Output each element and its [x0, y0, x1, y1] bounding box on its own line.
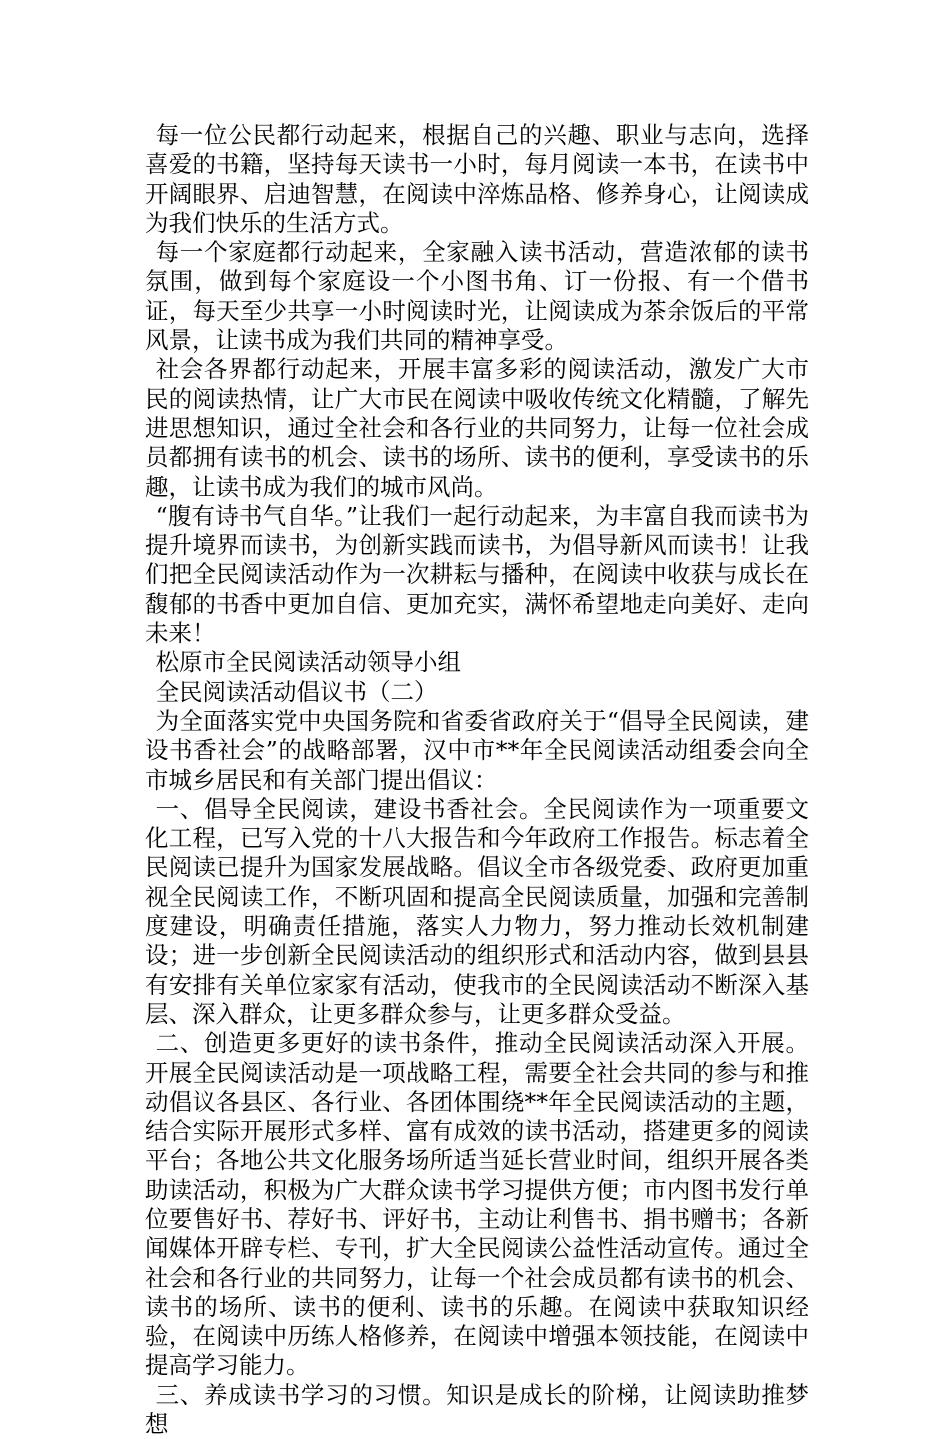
paragraph-citizens: 每一位公民都行动起来，根据自己的兴趣、职业与志向，选择喜爱的书籍，坚持每天读书一小时，每月阅读一本书，在读书中开阔眼界、启迪智慧，在阅读中淬炼品格、修养身心，让阅读成为我们快乐的生活方式。	[145, 121, 809, 237]
paragraph-point-two: 二、创造更多更好的读书条件，推动全民阅读活动深入开展。开展全民阅读活动是一项战略工程，需要全社会共同的参与和推动倡议各县区、各行业、各团体围绕**年全民阅读活动的主题，结合实际开展形式多样、富有成效的读书活动，搭建更多的阅读平台；各地公共文化服务场所适当延长营业时间，组织开展各类助读活动，积极为广大群众读书学习提供方便；市内图书发行单位要售好书、荐好书、评好书，主动让利售书、捐书赠书；各新闻媒体开辟专栏、专刊，扩大全民阅读公益性活动宣传。通过全社会和各行业的共同努力，让每一个社会成员都有读书的机会、读书的场所、读书的便利、读书的乐趣。在阅读中获取知识经验，在阅读中历练人格修养，在阅读中增强本领技能，在阅读中提高学习能力。	[145, 1029, 809, 1380]
paragraph-point-one: 一、倡导全民阅读，建设书香社会。全民阅读作为一项重要文化工程，已写入党的十八大报告和今年政府工作报告。标志着全民阅读已提升为国家发展战略。倡议全市各级党委、政府更加重视全民阅读工作，不断巩固和提高全民阅读质量，加强和完善制度建设，明确责任措施，落实人力物力，努力推动长效机制建设；进一步创新全民阅读活动的组织形式和活动内容，做到县县有安排有关单位家家有活动，使我市的全民阅读活动不断深入基层、深入群众，让更多群众参与，让更多群众受益。	[145, 794, 809, 1028]
section-title: 全民阅读活动倡议书（二）	[155, 677, 438, 706]
paragraph-intro: 为全面落实党中央国务院和省委省政府关于“倡导全民阅读，建设书香社会”的战略部署，汉中市**年全民阅读活动组委会向全市城乡居民和有关部门提出倡议：	[145, 706, 809, 794]
signature-line: 松原市全民阅读活动领导小组	[155, 648, 462, 677]
document-page	[145, 121, 809, 1439]
paragraph-families: 每一个家庭都行动起来，全家融入读书活动，营造浓郁的读书氛围，做到每个家庭设一个小图书角、订一份报、有一个借书证，每天至少共享一小时阅读时光，让阅读成为茶余饭后的平常风景，让读书成为我们共同的精神享受。	[145, 238, 809, 355]
paragraph-closing-call: “腹有诗书气自华。”让我们一起行动起来，为丰富自我而读书为提升境界而读书，为创新实践而读书，为倡导新风而读书！让我们把全民阅读活动作为一次耕耘与播种，在阅读中收获与成长在馥郁的书香中更加自信、更加充实，满怀希望地走向美好、走向未来！	[145, 501, 809, 648]
paragraph-point-three: 三、养成读书学习的习惯。知识是成长的阶梯，让阅读助推梦想	[145, 1380, 809, 1439]
paragraph-society: 社会各界都行动起来，开展丰富多彩的阅读活动，激发广大市民的阅读热情，让广大市民在阅读中吸收传统文化精髓，了解先进思想知识，通过全社会和各行业的共同努力，让每一位社会成员都拥有读书的机会、读书的场所、读书的便利，享受读书的乐趣，让读书成为我们的城市风尚。	[145, 355, 809, 501]
